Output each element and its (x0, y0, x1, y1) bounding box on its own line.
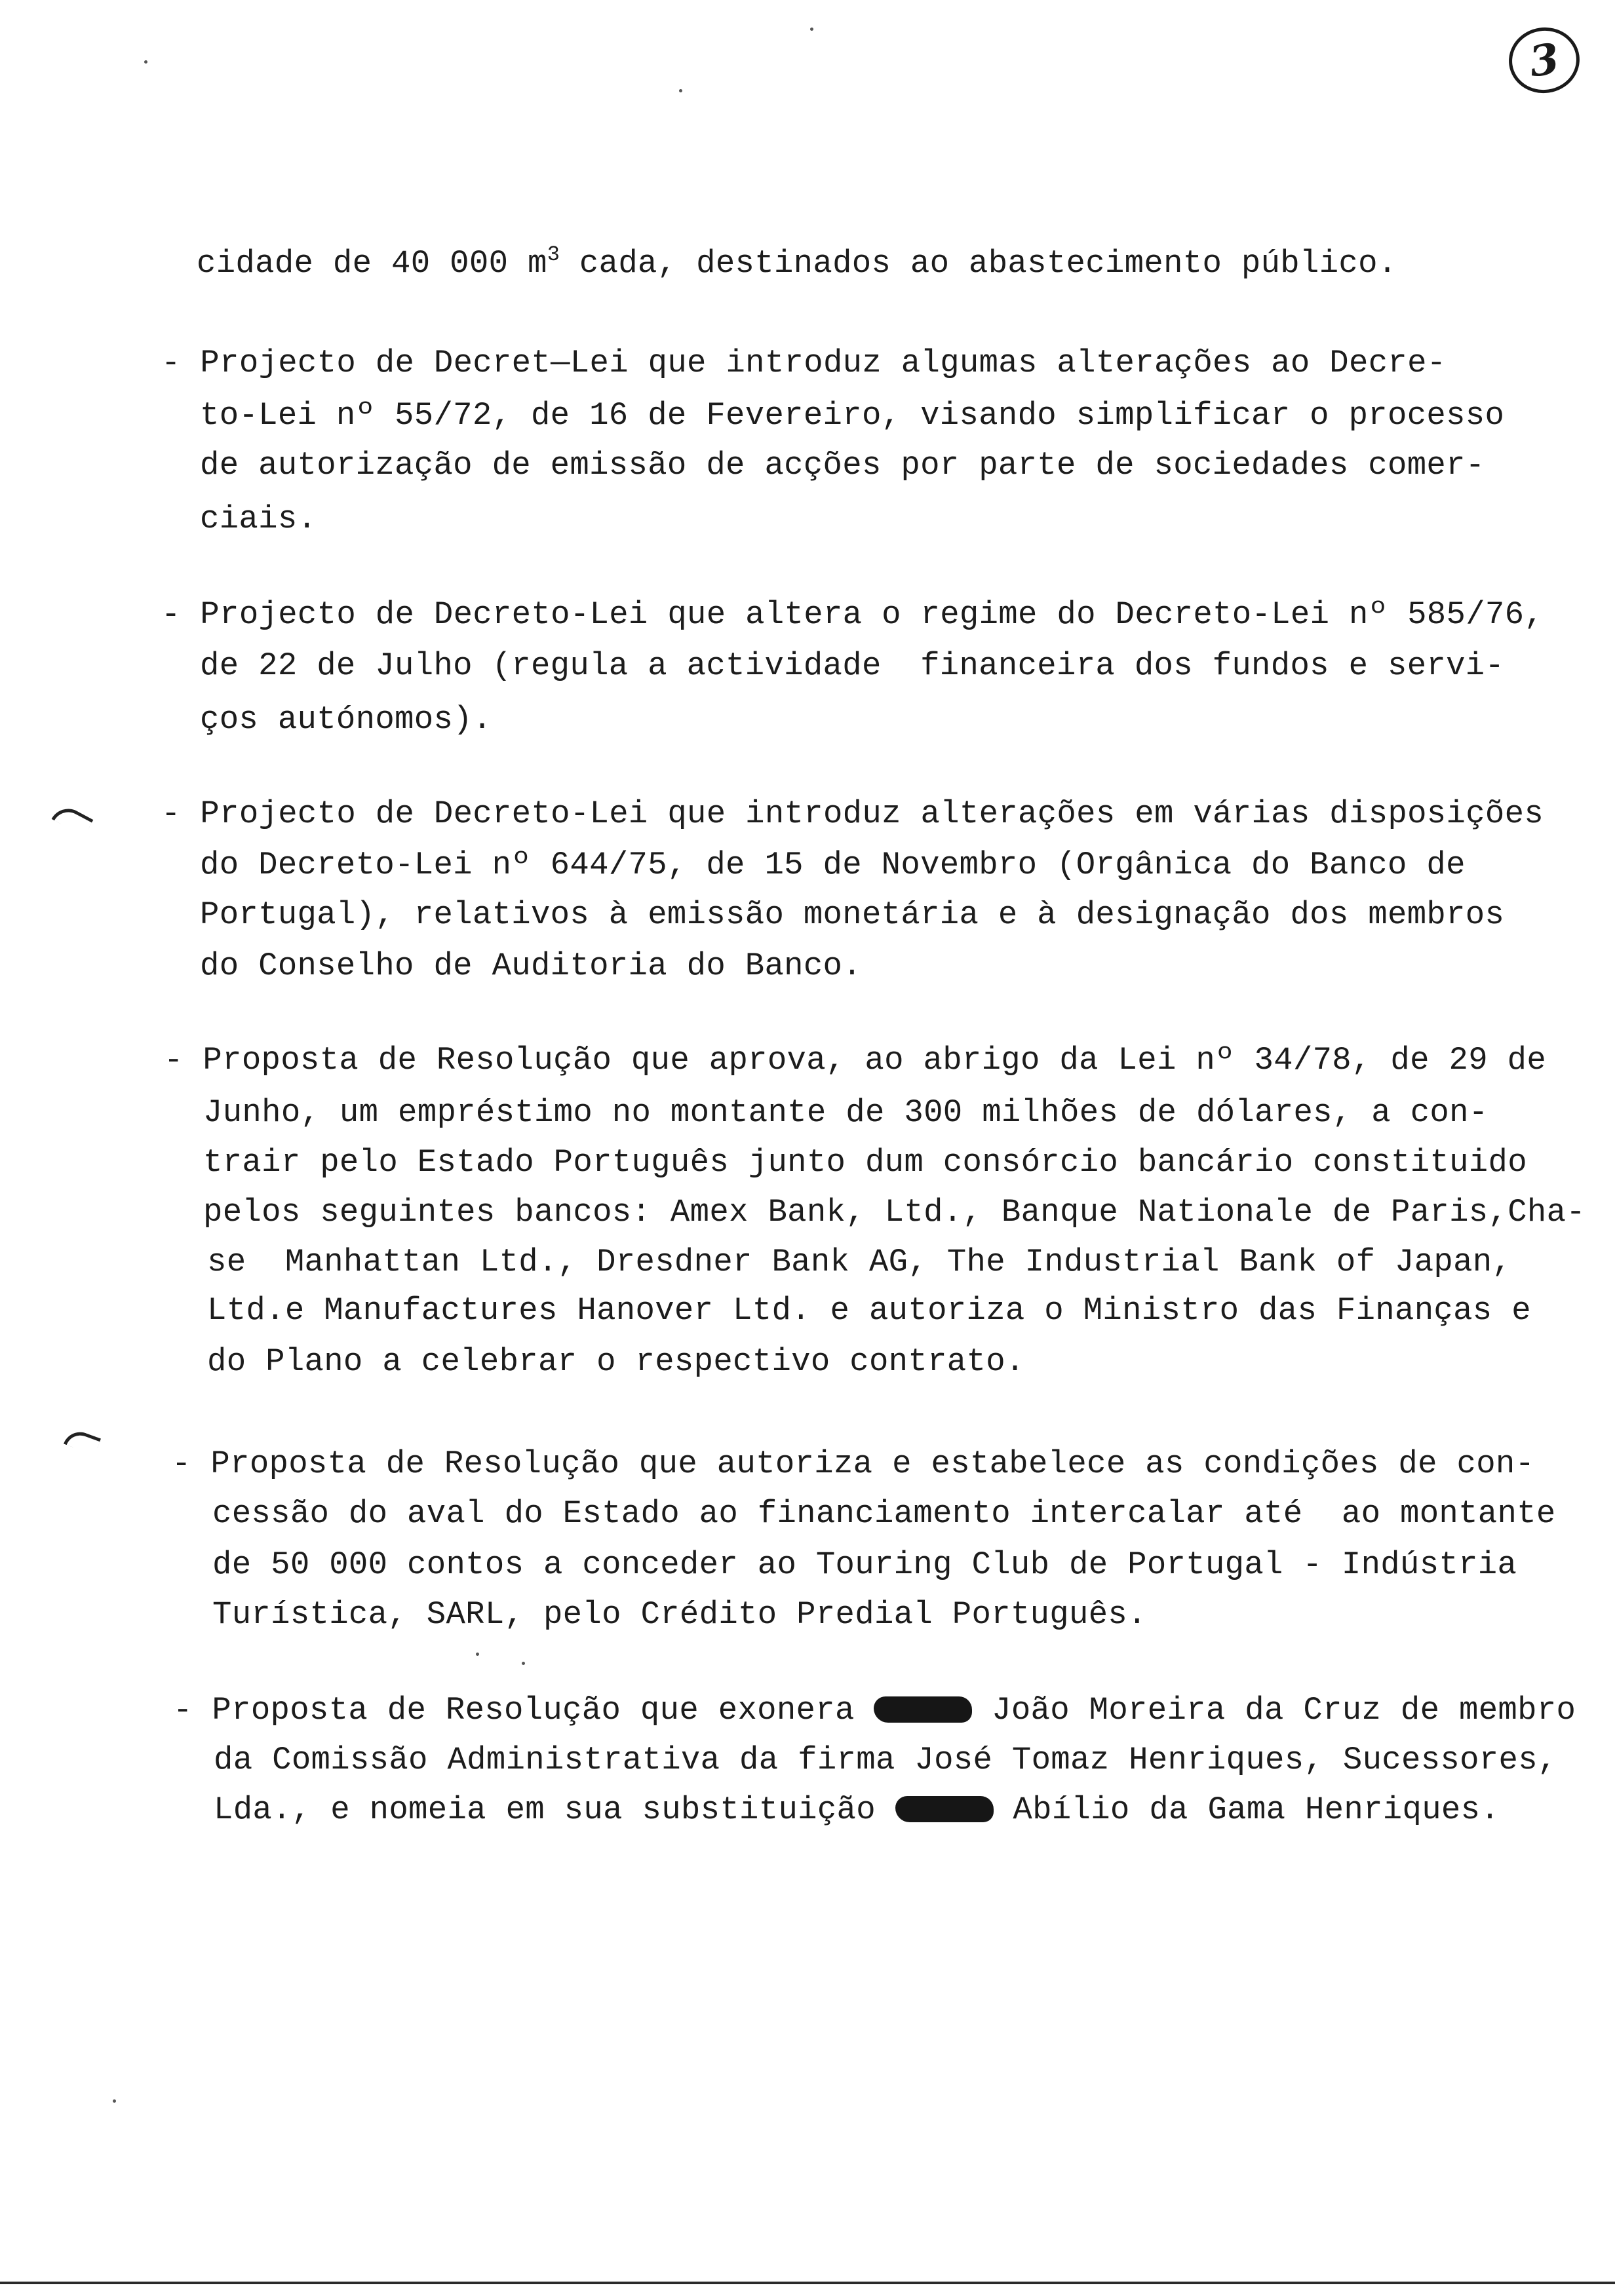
text-line: de 22 de Julho (regula a actividade financeira dos fundos e servi- (200, 647, 1505, 684)
list-item-line: - Projecto de Decreto-Lei que altera o regime do Decreto-Lei nº 585/76, (161, 596, 1544, 633)
scan-speck (522, 1662, 525, 1665)
redaction-mark (874, 1696, 972, 1723)
page-number: 3 (1526, 33, 1563, 87)
bottom-rule (0, 2282, 1615, 2284)
text-line: do Plano a celebrar o respectivo contrato. (207, 1343, 1025, 1380)
scan-speck (113, 2099, 116, 2103)
text-line: trair pelo Estado Português junto dum consórcio bancário constituido (203, 1144, 1527, 1181)
redaction-mark (895, 1796, 994, 1822)
scan-speck (476, 1653, 479, 1656)
text-line: de autorização de emissão de acções por parte de sociedades comer- (200, 447, 1485, 484)
text-line: cessão do aval do Estado ao financiamento intercalar até ao montante (212, 1495, 1556, 1532)
superscript: 3 (547, 242, 560, 267)
scan-speck (144, 60, 147, 64)
text-line: Junho, um empréstimo no montante de 300 milhões de dólares, a con- (203, 1094, 1489, 1131)
scan-speck (679, 89, 682, 92)
text-line: cidade de 40 000 $m^3$ cada, destinados ao abastecimento público. (197, 242, 1397, 282)
margin-mark (64, 1427, 101, 1455)
list-item-line: - Proposta de Resolução que autoriza e estabelece as condições de con- (172, 1445, 1535, 1482)
list-item-line: - Projecto de Decret—Lei que introduz algumas alterações ao Decre- (161, 345, 1447, 381)
page-number-circle (1505, 23, 1584, 98)
text-line: ços autónomos). (200, 701, 492, 738)
text-line: ciais. (200, 501, 317, 537)
text-line: do Conselho de Auditoria do Banco. (200, 947, 862, 984)
margin-mark (52, 802, 94, 836)
text-line: de 50 000 contos a conceder ao Touring Club de Portugal - Indústria (212, 1546, 1517, 1583)
text-line: Ltd.e Manufactures Hanover Ltd. e autoriza o Ministro das Finanças e (207, 1292, 1531, 1329)
text-line: Turística, SARL, pelo Crédito Predial Português. (212, 1596, 1147, 1633)
text-line: Lda., e nomeia em sua substituição Abílio da Gama Henriques. (214, 1791, 1500, 1828)
list-item-line: - Proposta de Resolução que aprova, ao abrigo da Lei nº 34/78, de 29 de (164, 1042, 1547, 1079)
list-item-line: - Projecto de Decreto-Lei que introduz alterações em várias disposições (161, 795, 1544, 832)
text-line: da Comissão Administrativa da firma José Tomaz Henriques, Sucessores, (214, 1742, 1557, 1778)
text-line: se Manhattan Ltd., Dresdner Bank AG, The Industrial Bank of Japan, (207, 1244, 1512, 1280)
text-line: to-Lei nº 55/72, de 16 de Fevereiro, visando simplificar o processo (200, 397, 1505, 434)
text-line: pelos seguintes bancos: Amex Bank, Ltd., Banque Nationale de Paris,Cha- (203, 1194, 1586, 1231)
text-line: Portugal), relativos à emissão monetária e à designação dos membros (200, 896, 1505, 933)
text-line: do Decreto-Lei nº 644/75, de 15 de Novembro (Orgânica do Banco de (200, 847, 1466, 883)
list-item-line: - Proposta de Resolução que exonera João Moreira da Cruz de membro (173, 1692, 1576, 1729)
scan-speck (810, 28, 813, 31)
